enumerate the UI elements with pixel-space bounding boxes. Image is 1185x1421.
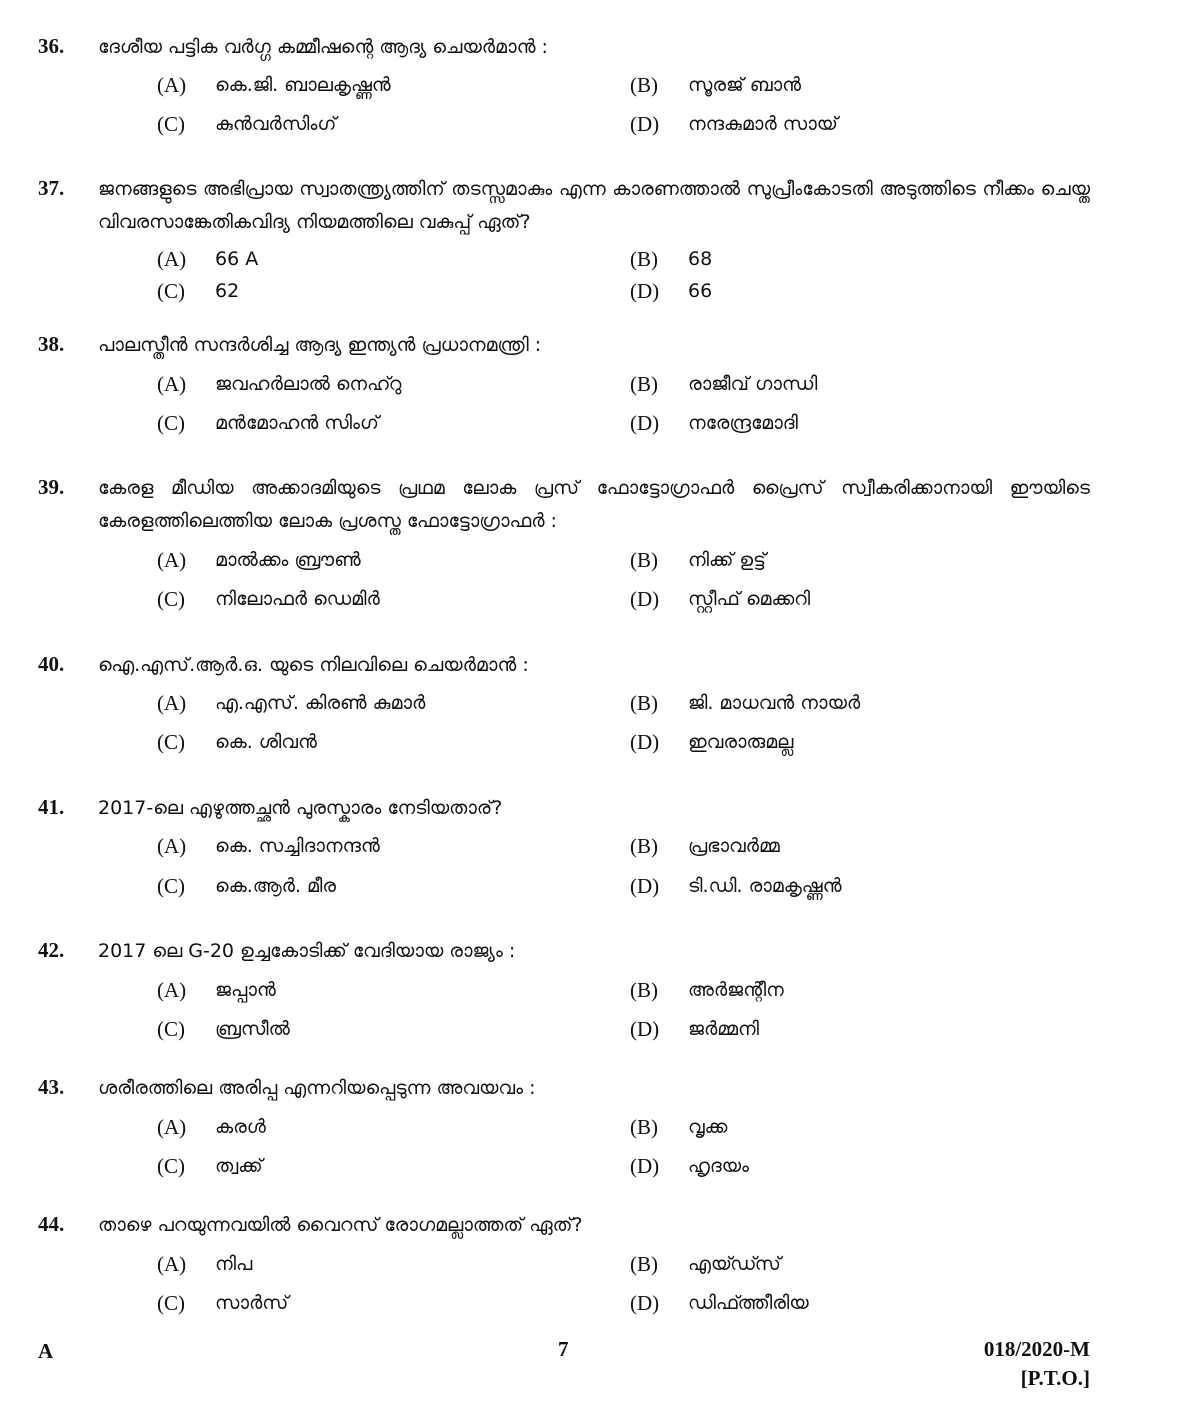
option-c <box>157 1151 597 1181</box>
option-c <box>157 727 597 757</box>
option-d <box>630 276 1070 306</box>
option-text: ബ്രസീൽ <box>215 1018 290 1040</box>
option-text: നരേന്ദ്രമോദി <box>688 412 798 434</box>
question-text: താഴെ പറയുന്നവയിൽ വൈറസ് രോഗമല്ലാത്തത് ഏത്? <box>98 1214 583 1236</box>
option-text: 62 <box>215 280 240 302</box>
option-d <box>630 727 1070 757</box>
option-text: ഹൃദയം <box>688 1155 749 1177</box>
question-text: ദേശീയ പട്ടിക വർഗ്ഗ കമ്മീഷന്റെ ആദ്യ ചെയർമാൻ : <box>98 36 548 58</box>
option-d <box>630 1151 1070 1181</box>
option-text: 68 <box>688 248 713 270</box>
question-number: 43. <box>38 1075 65 1099</box>
question-text: കേരള മീഡിയ അക്കാദമിയുടെ പ്രഥമ ലോക പ്രസ് ഫോട്ടോഗ്രാഫർ പ്രൈസ് സ്വീകരിക്കാനായി ഈയിടെ കേരളത്തിലെത്തിയ ലോക പ്രശസ്ത ഫോട്ടോഗ്രാഫർ : <box>98 477 1090 532</box>
option-text: രാജീവ് ഗാന്ധി <box>688 373 818 395</box>
option-d <box>630 1288 1070 1318</box>
option-text: ജവഹർലാൽ നെഹ്റു <box>215 373 402 395</box>
question-text: ശരീരത്തിലെ അരിപ്പ എന്നറിയപ്പെടുന്ന അവയവം : <box>98 1077 536 1099</box>
option-b <box>630 688 1070 718</box>
option-text: ജി. മാധവൻ നായർ <box>688 692 861 714</box>
option-label: (A) <box>157 691 187 715</box>
question-number: 44. <box>38 1212 65 1236</box>
option-a <box>157 831 597 861</box>
option-text: ജപ്പാൻ <box>215 979 276 1001</box>
question-number: 41. <box>38 795 65 819</box>
option-text: കുൻവർസിംഗ് <box>215 113 337 135</box>
option-a <box>157 1112 597 1142</box>
option-label: (B) <box>630 247 658 271</box>
option-label: (C) <box>157 1154 185 1178</box>
option-a <box>157 975 597 1005</box>
option-text: നന്ദകുമാർ സായ് <box>688 113 838 135</box>
option-b <box>630 1112 1070 1142</box>
option-text: വൃക്ക <box>688 1116 728 1138</box>
footer-page-number: 7 <box>558 1337 569 1361</box>
option-text: ത്വക്ക് <box>215 1155 263 1177</box>
option-a <box>157 369 597 399</box>
question-text: പാലസ്തീൻ സന്ദർശിച്ച ആദ്യ ഇന്ത്യൻ പ്രധാനമന്ത്രി : <box>98 334 542 356</box>
option-label: (C) <box>157 730 185 754</box>
option-c <box>157 1288 597 1318</box>
option-label: (D) <box>630 411 660 435</box>
option-label: (D) <box>630 1154 660 1178</box>
option-label: (D) <box>630 1291 660 1315</box>
question-text: ഐ.എസ്.ആർ.ഒ. യുടെ നിലവിലെ ചെയർമാൻ : <box>98 654 529 676</box>
option-b <box>630 545 1070 575</box>
option-text: സൂരജ് ബാൻ <box>688 74 802 96</box>
option-text: നിക്ക് ഉട്ട് <box>688 549 766 571</box>
option-text: കരൾ <box>215 1116 266 1138</box>
option-label: (D) <box>630 874 660 898</box>
option-label: (A) <box>157 73 187 97</box>
question-number: 36. <box>38 34 65 58</box>
question-number: 39. <box>38 475 65 499</box>
question-number: 38. <box>38 332 65 356</box>
option-text: കെ.ആർ. മീര <box>215 875 336 897</box>
option-label: (A) <box>157 1252 187 1276</box>
option-c <box>157 276 597 306</box>
option-label: (A) <box>157 978 187 1002</box>
option-label: (C) <box>157 874 185 898</box>
option-b <box>630 70 1070 100</box>
option-label: (D) <box>630 1017 660 1041</box>
option-label: (B) <box>630 548 658 572</box>
option-d <box>630 109 1070 139</box>
option-label: (D) <box>630 112 660 136</box>
option-label: (B) <box>630 1115 658 1139</box>
option-d <box>630 1014 1070 1044</box>
option-label: (A) <box>157 1115 187 1139</box>
option-d <box>630 871 1070 901</box>
option-a <box>157 1249 597 1279</box>
option-text: നിലോഫർ ഡെമിർ <box>215 588 380 610</box>
option-label: (C) <box>157 1291 185 1315</box>
option-label: (D) <box>630 730 660 754</box>
option-b <box>630 975 1070 1005</box>
question-text: 2017-ലെ എഴുത്തച്ഛൻ പുരസ്കാരം നേടിയതാര്? <box>98 797 503 819</box>
option-text: ടി.ഡി. രാമകൃഷ്ണൻ <box>688 875 842 897</box>
footer-pto: [P.T.O.] <box>1020 1366 1090 1390</box>
option-a <box>157 70 597 100</box>
option-text: 66 <box>688 280 713 302</box>
option-label: (A) <box>157 247 187 271</box>
option-d <box>630 584 1070 614</box>
option-text: കെ.ജി. ബാലകൃഷ്ണൻ <box>215 74 391 96</box>
option-c <box>157 1014 597 1044</box>
option-label: (A) <box>157 372 187 396</box>
option-a <box>157 688 597 718</box>
option-text: കെ. ശിവൻ <box>215 731 317 753</box>
option-label: (D) <box>630 279 660 303</box>
footer-series-label: A <box>38 1339 54 1363</box>
question-text: ജനങ്ങളുടെ അഭിപ്രായ സ്വാതന്ത്ര്യത്തിന് തടസ്സമാകും എന്ന കാരണത്താൽ സുപ്രീംകോടതി അടുത്തിടെ നീക്കം ചെയ്ത വിവരസാങ്കേതികവിദ്യ നിയമത്തിലെ വകുപ്പ് ഏത്? <box>98 178 1090 233</box>
option-b <box>630 1249 1070 1279</box>
option-text: നിപ <box>215 1253 253 1275</box>
option-text: ജർമ്മനി <box>688 1018 760 1040</box>
option-text: സാർസ് <box>215 1292 289 1314</box>
option-c <box>157 408 597 438</box>
question-number: 42. <box>38 938 65 962</box>
option-label: (C) <box>157 112 185 136</box>
option-label: (D) <box>630 587 660 611</box>
option-b <box>630 831 1070 861</box>
option-label: (B) <box>630 372 658 396</box>
option-text: സ്റ്റീഫ് മെക്കറി <box>688 588 811 610</box>
option-label: (C) <box>157 587 185 611</box>
option-label: (C) <box>157 411 185 435</box>
option-c <box>157 871 597 901</box>
option-text: കെ. സച്ചിദാനന്ദൻ <box>215 835 380 857</box>
footer-paper-code: 018/2020-M <box>983 1337 1090 1361</box>
option-label: (C) <box>157 279 185 303</box>
option-text: മാൽക്കം ബ്രൗൺ <box>215 549 361 571</box>
option-label: (C) <box>157 1017 185 1041</box>
option-text: എയ്ഡ്സ് <box>688 1253 781 1275</box>
option-a <box>157 545 597 575</box>
question-number: 40. <box>38 652 65 676</box>
option-b <box>630 369 1070 399</box>
option-text: എ.എസ്. കിരൺ കുമാർ <box>215 692 426 714</box>
option-c <box>157 109 597 139</box>
question-text: 2017 ലെ G-20 ഉച്ചകോടിക്ക് വേദിയായ രാജ്യം : <box>98 940 516 962</box>
option-label: (B) <box>630 978 658 1002</box>
option-c <box>157 584 597 614</box>
option-d <box>630 408 1070 438</box>
option-label: (B) <box>630 834 658 858</box>
question-number: 37. <box>38 176 65 200</box>
option-label: (A) <box>157 834 187 858</box>
option-label: (B) <box>630 1252 658 1276</box>
option-label: (A) <box>157 548 187 572</box>
option-text: പ്രഭാവർമ്മ <box>688 835 780 857</box>
option-label: (B) <box>630 73 658 97</box>
option-a <box>157 244 597 274</box>
option-text: 66 A <box>215 248 259 270</box>
option-text: മൻമോഹൻ സിംഗ് <box>215 412 379 434</box>
option-text: അർജന്റീന <box>688 979 784 1001</box>
option-text: ഡിഫ്ത്തീരിയ <box>688 1292 809 1314</box>
option-text: ഇവരാരുമല്ല <box>688 731 794 753</box>
option-b <box>630 244 1070 274</box>
option-label: (B) <box>630 691 658 715</box>
